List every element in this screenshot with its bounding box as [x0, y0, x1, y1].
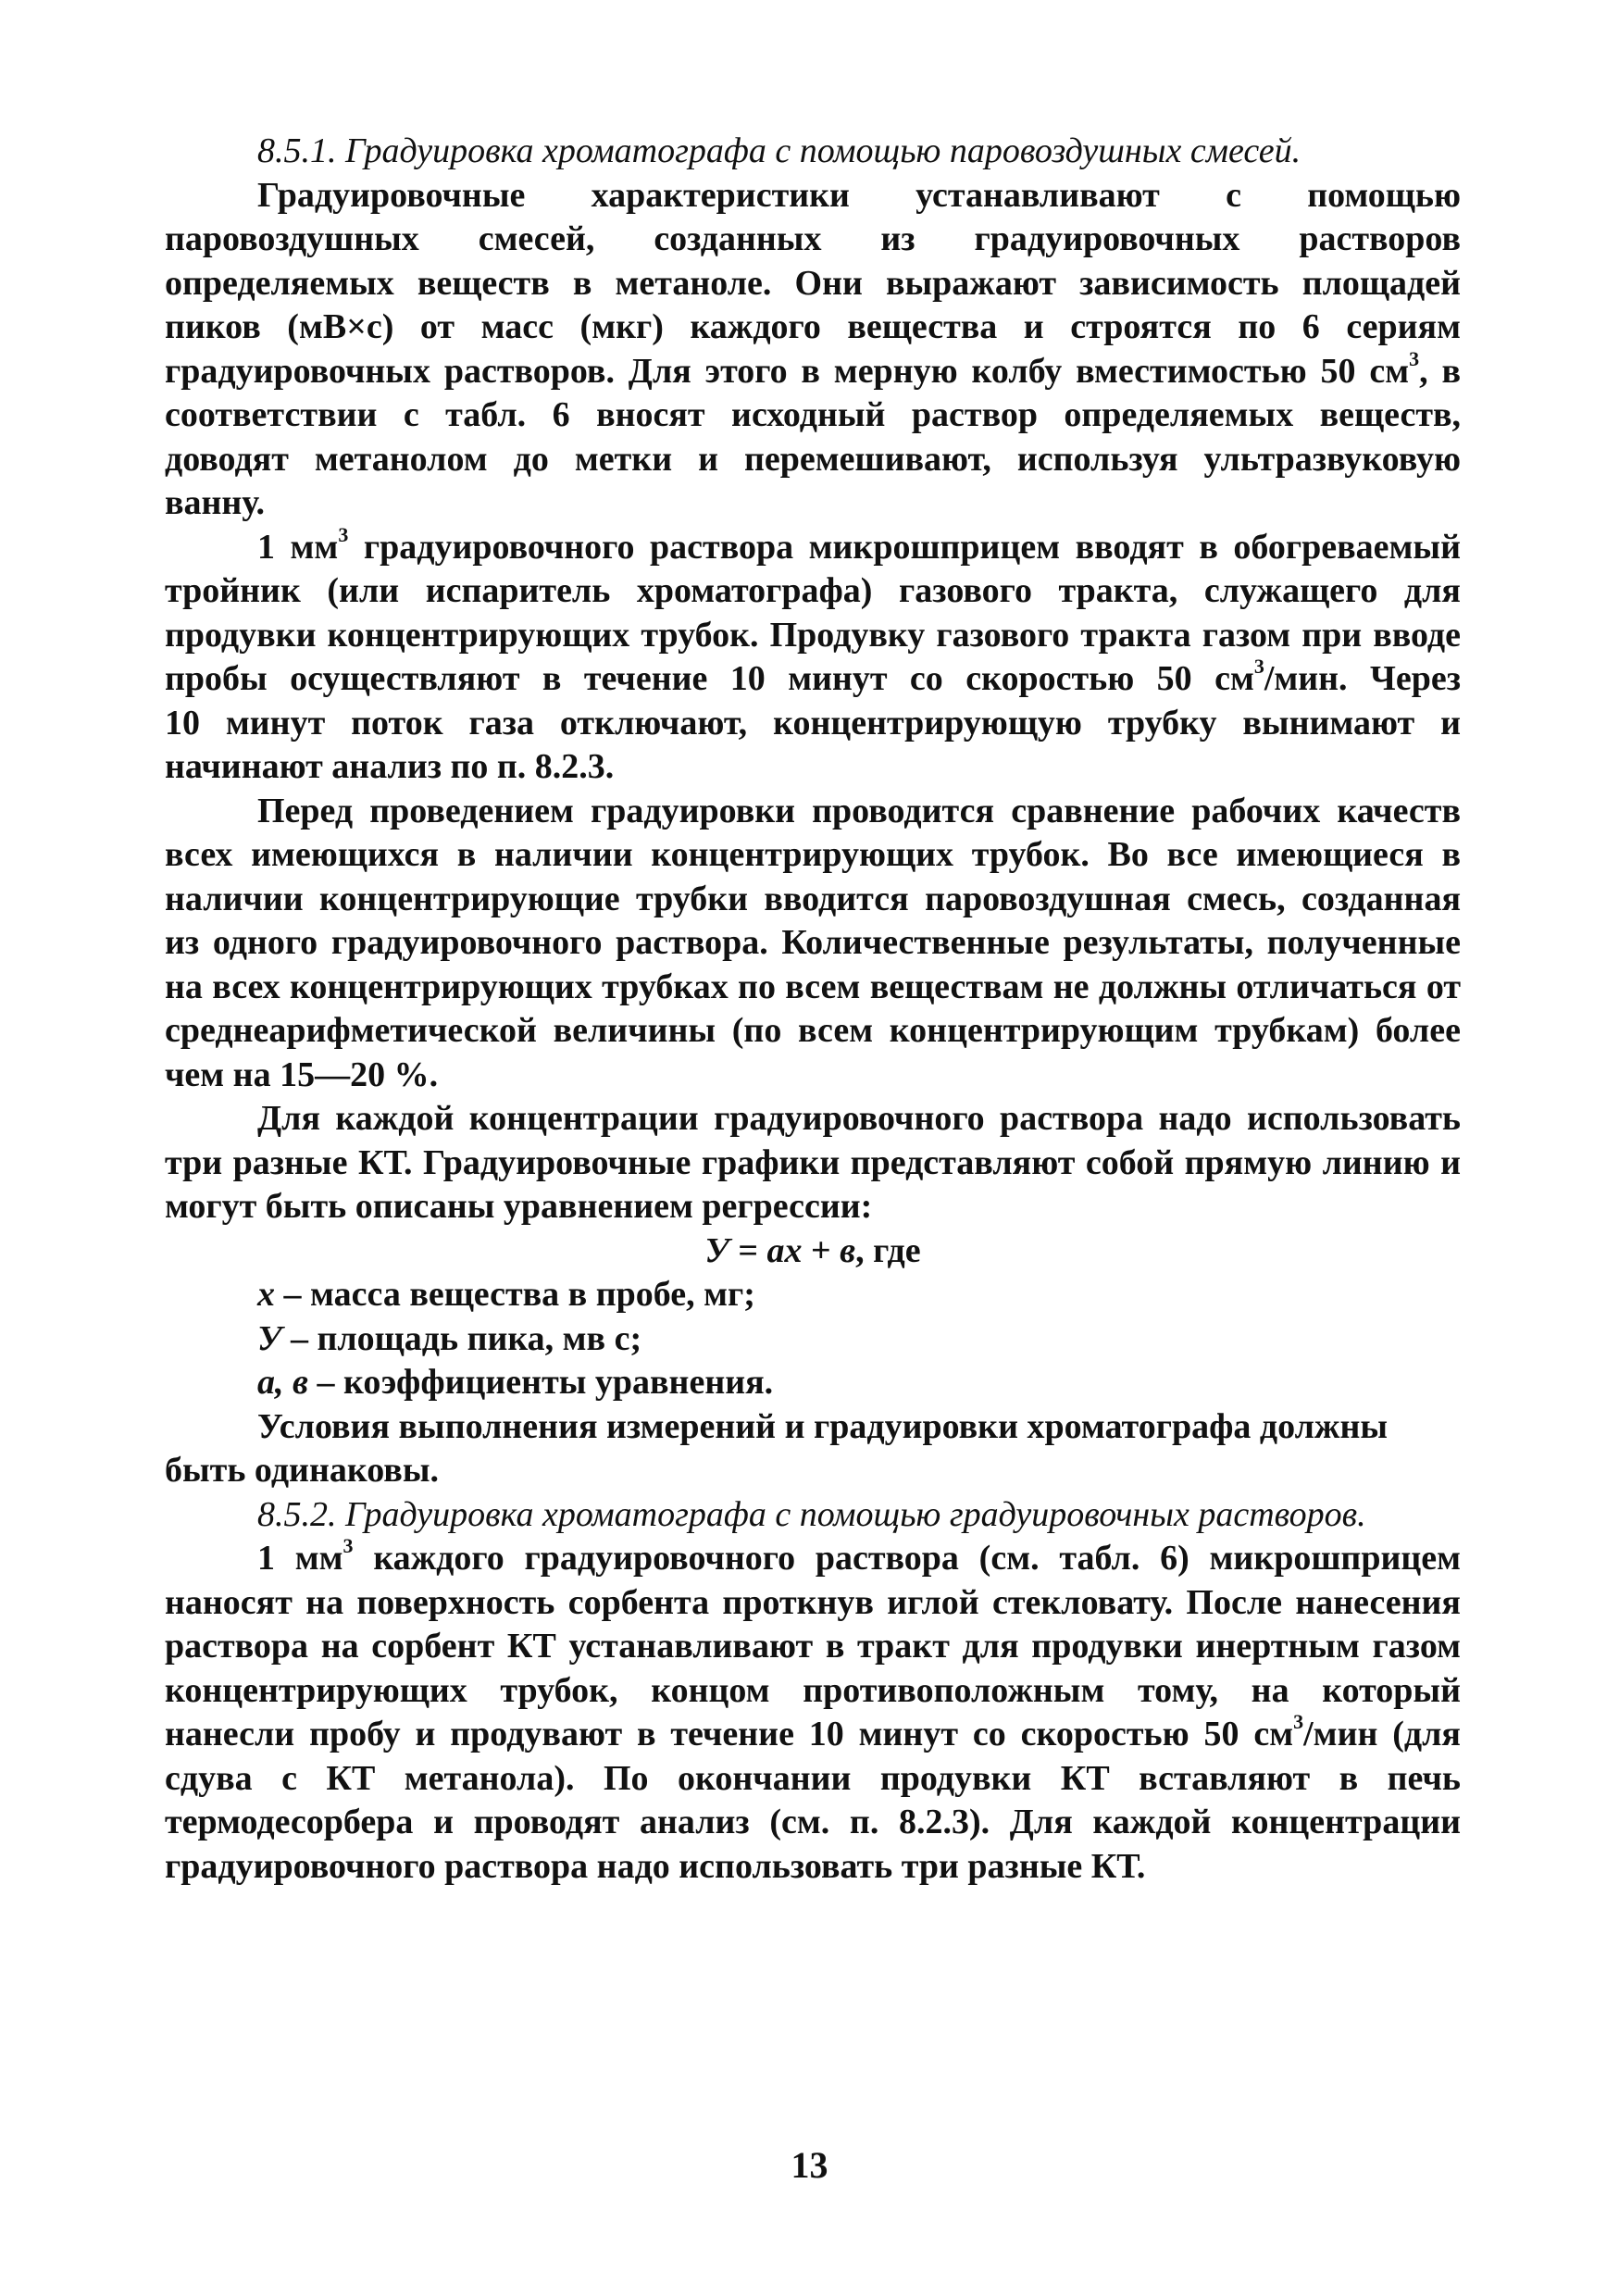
- paragraph-line: ванну.: [165, 483, 266, 522]
- paragraph-line: Перед проведением градуировки проводится сравнение рабочих качеств: [257, 791, 1461, 830]
- paragraph-line: нанесли пробу и продувают в течение 10 минут со скоростью 50 $см^3$/мин (для: [165, 1713, 1461, 1753]
- paragraph-line: концентрирующих трубок, концом противоположным тому, на который: [165, 1670, 1461, 1710]
- paragraph-line: пиков (мВ×с) от масс (мкг) каждого вещества и строятся по 6 сериям: [165, 307, 1461, 346]
- page-number: 13: [791, 2144, 828, 2186]
- definition-y: У – площадь пика, мв с;: [257, 1318, 642, 1358]
- paragraph-line: градуировочных растворов. Для этого в мерную колбу вместимостью 50 $см^3$, в: [165, 349, 1461, 391]
- paragraph-line: сдува с КТ метанола). По окончании продувки КТ вставляют в печь: [165, 1758, 1461, 1798]
- regression-formula: У = ах + в, где: [704, 1230, 921, 1270]
- document-body: [165, 130, 1461, 1889]
- definition-coefficients: а, в – коэффициенты уравнения.: [257, 1363, 774, 1402]
- paragraph-line: раствора на сорбент КТ устанавливают в тракт для продувки инертным газом: [165, 1627, 1461, 1666]
- paragraph-line: могут быть описаны уравнением регрессии:: [165, 1187, 873, 1226]
- paragraph-line: быть одинаковы.: [165, 1451, 439, 1490]
- paragraph-line: определяемых веществ в метаноле. Они выражают зависимость площадей: [165, 263, 1461, 303]
- paragraph-line: 1 $мм^3$ градуировочного раствора микрошприцем вводят в обогреваемый: [257, 525, 1461, 567]
- paragraph-line: наличии концентрирующие трубки вводится паровоздушная смесь, созданная: [165, 879, 1461, 918]
- paragraph-line: продувки концентрирующих трубок. Продувку газового тракта газом при вводе: [165, 615, 1461, 655]
- paragraph-line: наносят на поверхность сорбента проткнув иглой стекловату. После нанесения: [165, 1582, 1461, 1622]
- paragraph-line: среднеарифметической величины (по всем концентрирующим трубкам) более: [165, 1011, 1461, 1050]
- paragraph-line: Для каждой концентрации градуировочного раствора надо использовать: [257, 1099, 1461, 1138]
- paragraph-line: чем на 15—20 %.: [165, 1054, 439, 1094]
- paragraph-line: всех имеющихся в наличии концентрирующих трубок. Во все имеющиеся в: [165, 835, 1461, 874]
- paragraph-line: Условия выполнения измерений и градуировки хроматографа должны: [257, 1406, 1389, 1446]
- paragraph-line: термодесорбера и проводят анализ (см. п. 8.2.3). Для каждой концентрации: [165, 1803, 1461, 1841]
- definition-x: х – масса вещества в пробе, мг;: [257, 1275, 755, 1314]
- paragraph-line: Градуировочные характеристики устанавливают с помощью: [257, 175, 1461, 215]
- paragraph-line: пробы осуществляют в течение 10 минут со скоростью 50 $см^3$/мин. Через: [165, 657, 1461, 698]
- paragraph-line: паровоздушных смесей, созданных из градуировочных растворов: [165, 219, 1461, 258]
- paragraph-line: на всех концентрирующих трубках по всем веществам не должны отличаться от: [165, 967, 1461, 1006]
- paragraph-line: тройник (или испаритель хроматографа) газового тракта, служащего для: [165, 571, 1461, 610]
- paragraph-line: доводят метанолом до метки и перемешивают, используя ультразвуковую: [165, 439, 1461, 479]
- paragraph-line: из одного градуировочного раствора. Количественные результаты, полученные: [165, 923, 1461, 962]
- paragraph-line: три разные КТ. Градуировочные графики представляют собой прямую линию и: [165, 1142, 1461, 1182]
- section-heading-8-5-1: 8.5.1. Градуировка хроматографа с помощью паровоздушных смесей.: [257, 131, 1301, 170]
- paragraph-line: градуировочного раствора надо использовать три разные КТ.: [165, 1846, 1146, 1886]
- paragraph-line: 10 минут поток газа отключают, концентрирующую трубку вынимают и: [165, 703, 1461, 742]
- paragraph-line: начинают анализ по п. 8.2.3.: [165, 747, 615, 786]
- paragraph-line: 1 $мм^3$ каждого градуировочного раствора (см. табл. 6) микрошприцем: [257, 1537, 1461, 1578]
- section-heading-8-5-2: 8.5.2. Градуировка хроматографа с помощью градуировочных растворов.: [257, 1494, 1366, 1534]
- paragraph-line: соответствии с табл. 6 вносят исходный раствор определяемых веществ,: [165, 395, 1461, 434]
